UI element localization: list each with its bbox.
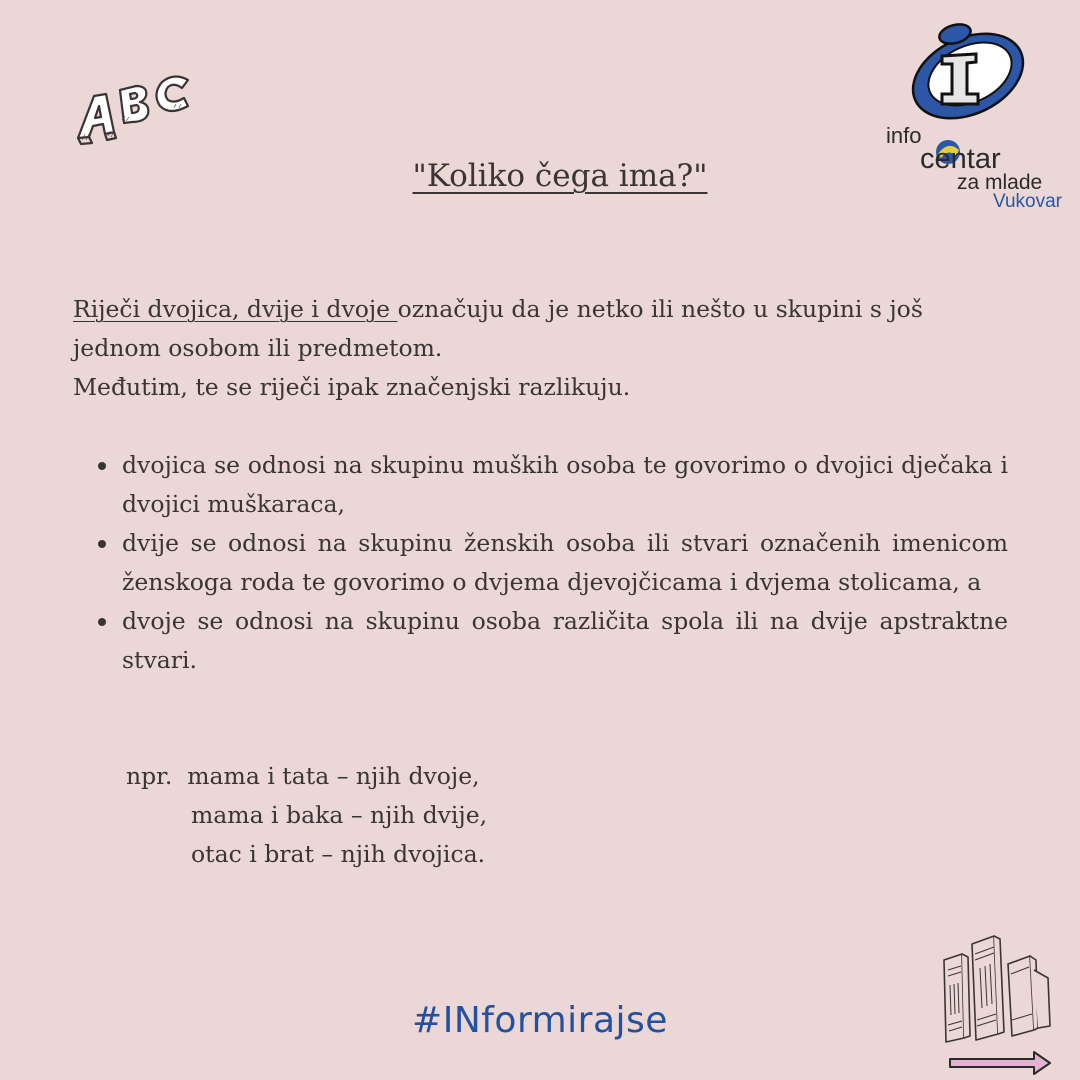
arrow-right-icon[interactable] [948, 1050, 1052, 1076]
examples-block [126, 757, 487, 874]
page-title: "Koliko čega ima?" [412, 158, 708, 194]
intro-line-2: Međutim, te se riječi ipak značenjski razlikuju. [73, 373, 631, 401]
logo-text-za-mlade: za mlade [957, 171, 1043, 194]
abc-doodle-icon [70, 60, 200, 160]
abc-text: ABC [70, 158, 73, 159]
list-item-dvoje: dvoje se odnosi na skupinu osoba različita spola ili na dvije apstraktne stvari. [73, 602, 1008, 680]
intro-paragraph [73, 290, 1008, 407]
intro-rest-text: označuju da je netko ili nešto u skupini s još jednom osobom ili predmetom. [73, 295, 923, 362]
example-line-3: otac i brat – njih dvojica. [191, 840, 486, 868]
example-line-2: mama i baka – njih dvije, [191, 801, 488, 829]
hashtag: #INformirajse [412, 1000, 668, 1041]
explanation-list [73, 446, 1008, 680]
intro-underlined-text: Riječi dvojica, dvije i dvoje [73, 295, 398, 323]
logo-text-vukovar: Vukovar [993, 191, 1062, 212]
logo-text-centar: centar [920, 143, 1001, 175]
list-item-dvije: dvije se odnosi na skupinu ženskih osoba ili stvari označenih imenicom ženskoga roda te govorimo o dvjema djevojčicama i dvjema stolicama, a [73, 524, 1008, 602]
books-icon [938, 930, 1053, 1045]
logo-text-info: info [886, 123, 922, 148]
examples-prefix: npr. [126, 762, 173, 790]
example-line-1: mama i tata – njih dvoje, [187, 762, 480, 790]
i-letter-logo-icon [880, 14, 1065, 134]
list-item-dvojica: dvojica se odnosi na skupinu muških osoba te govorimo o dvojici dječaka i dvojici muškaraca, [73, 446, 1008, 524]
